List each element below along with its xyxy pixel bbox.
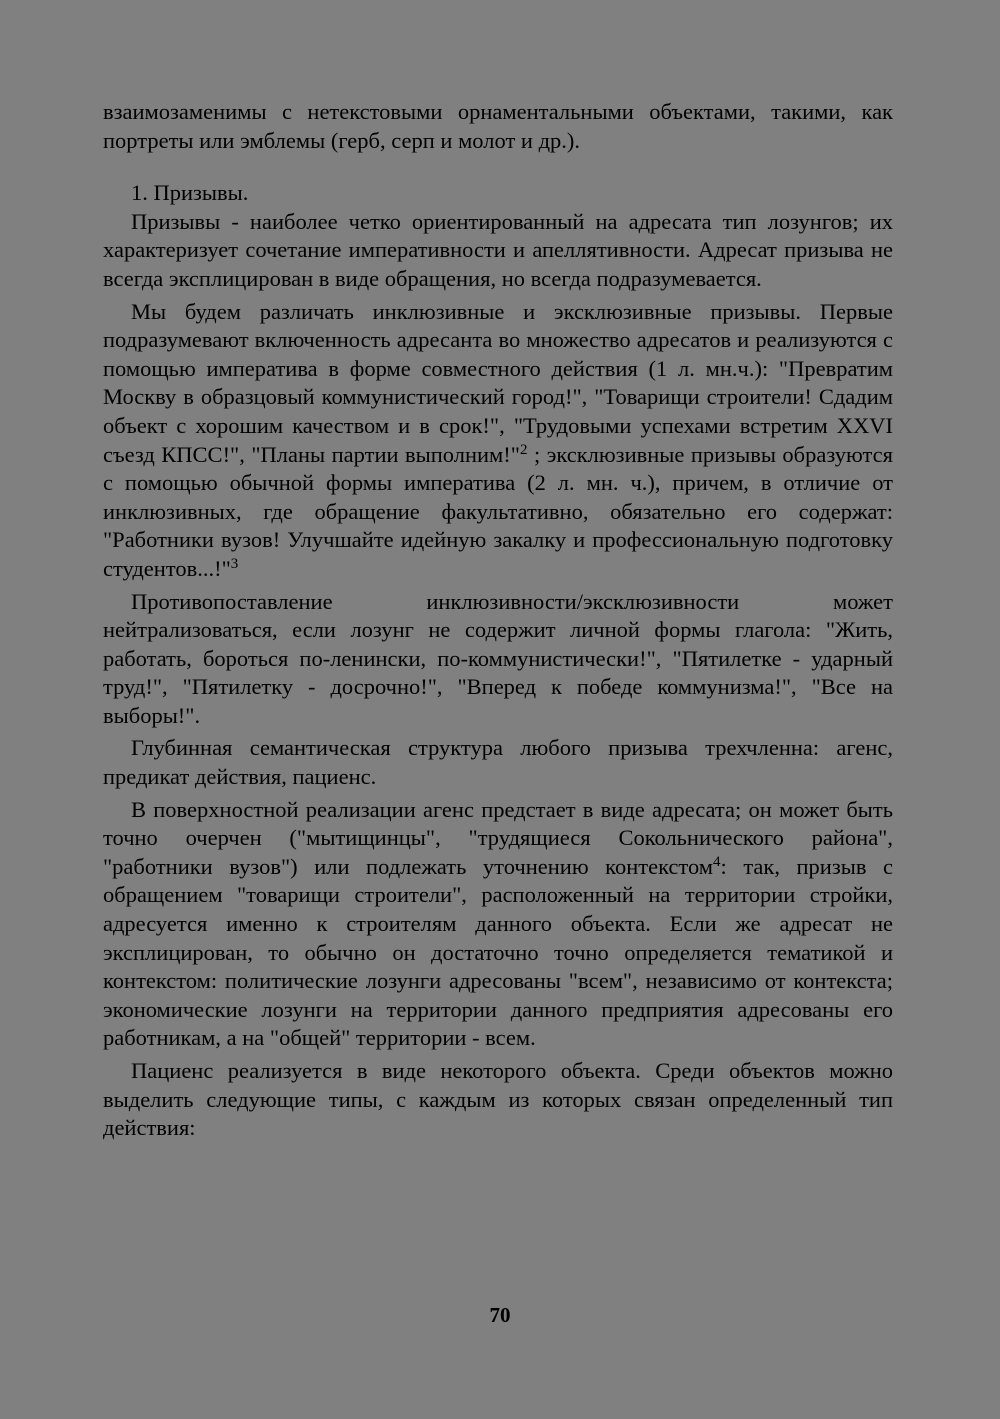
footnote-ref: 2 [519,441,528,458]
section-heading: 1. Призывы. [131,180,249,206]
footnote-ref: 3 [230,555,239,572]
body-text [103,98,893,1147]
paragraph-text-part: ; эксклюзивные призывы образуются с помощью обычной формы императива (2 л. мн. ч.), причем, в отличие от инклюзивных, где обращение факультативно, обязательно его содержат: "Работники вузов! Улучшайте идейную закалку и профессиональную подготовку студентов...!" [103,441,893,581]
paragraph-text-part: Мы будем различать инклюзивные и эксклюзивные призывы. Первые подразумевают включенность адресанта во множество адресатов и реализуются с помощью императива в форме совместного действия (1 л. мн.ч.): "Превратим Москву в образцовый коммунистический город!", "Товарищи строители! Сдадим объект с хорошим качеством и в срок!", "Трудовыми успехами встретим XXVI съезд КПСС!", "Планы партии выполним!" [103,298,893,467]
paragraph-neutralization: Противопоставление инклюзивности/эксклюзивности может нейтрализоваться, если лозунг не содержит личной формы глагола: "Жить, работать, бороться по-ленински, по-коммунистически!", "Пятилетке - ударный труд!", "Пятилетку - досрочно!", "Вперед к победе коммунизма!", "Все на выборы!". [103,588,893,728]
paragraph-inclusive-exclusive [103,298,893,584]
paragraph-agent [103,796,893,1053]
paragraph-patient: Пациенс реализуется в виде некоторого объекта. Среди объектов можно выделить следующие типы, с каждым из которых связан определенный тип действия: [103,1058,893,1141]
page-number: 70 [489,1303,511,1327]
paragraph-text-part: : так, призыв с обращением "товарищи строители", расположенный на территории стройки, адресуется именно к строителям данного объекта. Если же адресат не эксплицирован, то обычно он достаточно точно определяется тематикой и контекстом: политические лозунги адресованы "всем", независимо от контекста; экономические лозунги на территории данного предприятия адресованы его работникам, а на "общей" территории - всем. [103,853,893,1051]
paragraph-text-part: В поверхностной реализации агенс предстает в виде адресата; он может быть точно очерчен ("мытищинцы", "трудящиеся Сокольнического района", "работники вузов") или подлежать уточнению контекстом [103,796,893,879]
paragraph-deep-structure: Глубинная семантическая структура любого призыва трехчленна: агенс, предикат действия, пациенс. [103,735,893,790]
footnote-ref: 4 [713,853,721,870]
paragraph-calls-definition: Призывы - наиболее четко ориентированный на адресата тип лозунгов; их характеризует сочетание императивности и апеллятивности. Адресат призыва не всегда эксплицирован в виде обращения, но всегда подразумевается. [103,208,893,291]
paragraph-continuation: взаимозаменимы с нетекстовыми орнаментальными объектами, такими, как портреты или эмблемы (герб, серп и молот и др.). [103,99,893,153]
